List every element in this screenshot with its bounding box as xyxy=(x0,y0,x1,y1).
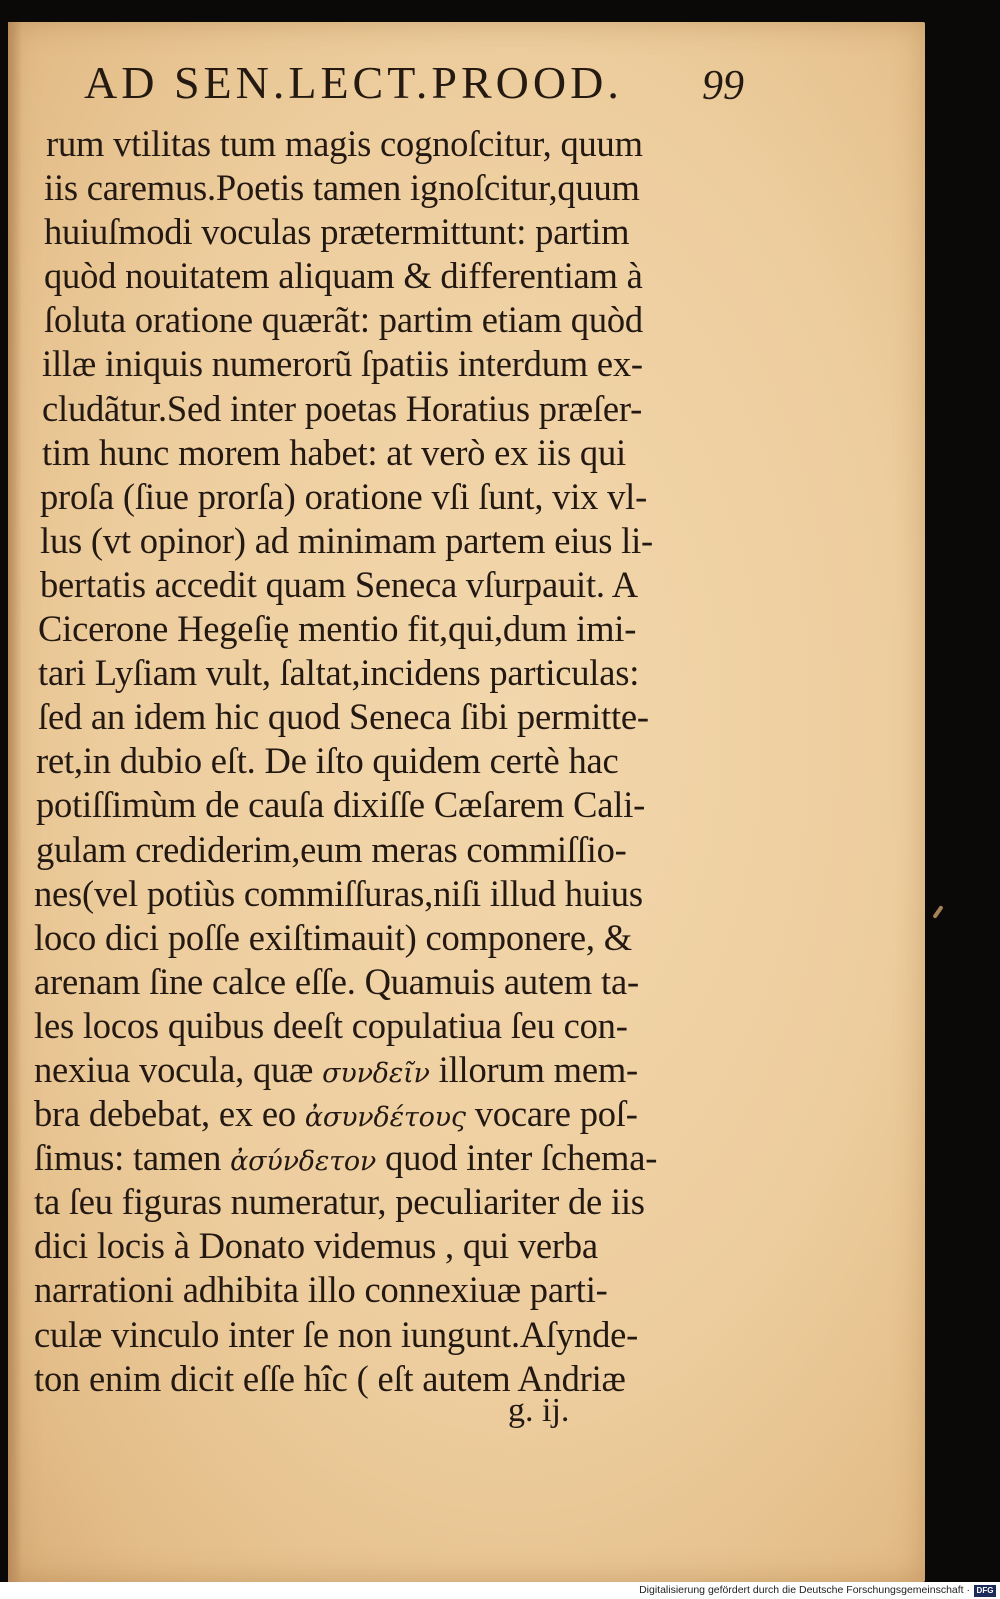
text-line: gulam crediderim,eum meras commiſſio- xyxy=(36,828,627,870)
text-line: culæ vinculo inter ſe non iungunt.Aſynde- xyxy=(34,1313,639,1355)
greek-word: ἀσύνδετον xyxy=(230,1146,377,1178)
text-line: bertatis accedit quam Seneca vſurpauit. A xyxy=(40,563,638,605)
text-line: ſoluta oratione quærãt: partim etiam quòd xyxy=(44,299,643,341)
text-line: dici locis à Donato videmus , qui verba xyxy=(34,1225,598,1267)
text-segment: bra debebat, ex eo xyxy=(34,1093,305,1135)
greek-word: συνδεῖν xyxy=(322,1057,430,1089)
text-line: proſa (ſiue prorſa) oratione vſi ſunt, vix vl- xyxy=(40,475,648,517)
running-head xyxy=(84,56,744,116)
text-segment: nexiua vocula, quæ xyxy=(34,1048,323,1090)
text-line: quòd nouitatem aliquam & differentiam à xyxy=(44,255,643,297)
text-line-with-greek xyxy=(34,1136,734,1180)
text-segment: vocare poſ- xyxy=(465,1093,638,1135)
greek-word: ἀσυνδέτους xyxy=(304,1102,466,1134)
text-segment: illorum mem- xyxy=(429,1048,639,1090)
running-head-title: AD SEN.LECT.PROOD. xyxy=(84,57,623,108)
text-line: iis caremus.Poetis tamen ignoſcitur,quum xyxy=(44,167,640,209)
page-number: 99 xyxy=(702,63,744,109)
text-line: ta ſeu figuras numeratur, peculiariter de iis xyxy=(34,1181,645,1223)
text-line: ret,in dubio eſt. De iſto quidem certè hac xyxy=(36,740,619,782)
text-line: tari Lyſiam vult, ſaltat,incidens particulas: xyxy=(38,652,640,694)
signature-mark: g. ij. xyxy=(508,1392,570,1429)
text-line: tim hunc morem habet: at verò ex iis qui xyxy=(42,431,626,473)
page-spine-shadow xyxy=(8,22,22,1582)
text-segment: ſimus: tamen xyxy=(34,1137,231,1179)
footer-credit: Digitalisierung gefördert durch die Deutsche Forschungsgemeinschaft · xyxy=(639,1584,970,1596)
text-line: loco dici poſſe exiſtimauit) componere, & xyxy=(34,916,632,958)
text-line: rum vtilitas tum magis cognoſcitur, quum xyxy=(46,123,643,164)
text-line: illæ iniquis numerorũ ſpatiis interdum ex- xyxy=(42,343,643,385)
text-line: nes(vel potiùs commiſſuras,niſi illud huius xyxy=(34,872,643,914)
text-line: cludãtur.Sed inter poetas Horatius præſer- xyxy=(42,387,643,429)
text-line: potiſſimùm de cauſa dixiſſe Cæſarem Cali- xyxy=(36,784,646,826)
text-line: Cicerone Hegeſię mentio fit,qui,dum imi- xyxy=(38,608,637,650)
text-line: les locos quibus deeſt copulatiua ſeu con- xyxy=(34,1004,628,1046)
text-segment: quod inter ſchema- xyxy=(376,1137,658,1179)
body-text xyxy=(34,122,734,1401)
text-line: ton enim dicit eſſe hîc ( eſt autem Andriæ xyxy=(34,1357,626,1399)
text-line: narrationi adhibita illo connexiuæ parti- xyxy=(34,1269,608,1311)
text-line: arenam ſine calce eſſe. Quamuis autem ta- xyxy=(34,960,639,1002)
text-line: lus (vt opinor) ad minimam partem eius li- xyxy=(40,519,653,561)
text-line: ſed an idem hic quod Seneca ſibi permitte- xyxy=(38,696,649,738)
dfg-logo-icon: DFG xyxy=(974,1585,996,1597)
text-line: huiuſmodi voculas prætermittunt: partim xyxy=(44,211,630,253)
text-line-with-greek xyxy=(34,1048,734,1092)
text-line-with-greek xyxy=(34,1092,734,1136)
